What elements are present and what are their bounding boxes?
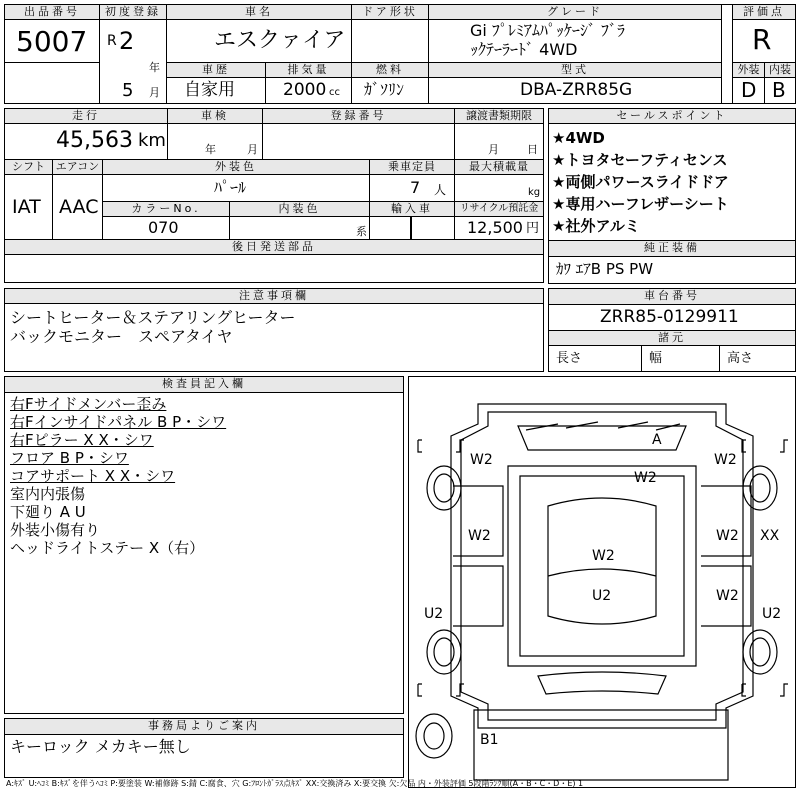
- damage-mark: W2: [470, 452, 493, 468]
- recycle-label: リサイクル預託金: [454, 201, 544, 217]
- displacement-unit: cc: [329, 87, 340, 98]
- interior-grade: B: [772, 78, 786, 102]
- score: R: [752, 23, 772, 56]
- fuel-label: 燃料: [351, 62, 429, 78]
- damage-mark: W2: [468, 528, 491, 544]
- first-reg-label: 初度登録: [99, 4, 167, 20]
- capacity: 7: [410, 178, 421, 197]
- later-parts-cell: [4, 254, 544, 283]
- recycle-unit: 円: [526, 221, 540, 236]
- color-label: 外装色: [102, 159, 370, 175]
- inspector-line: 室内内張傷: [10, 485, 86, 503]
- inspector-label: 検査員記入欄: [4, 376, 404, 393]
- inspector-line: コアサポート X X・シワ: [10, 467, 176, 485]
- shift-label: シフト: [4, 159, 53, 175]
- model: DBA-ZRR85G: [520, 80, 633, 100]
- score-label: 評価点: [732, 4, 796, 20]
- sales-point: ★社外アルミ: [552, 217, 640, 235]
- grade-line2: ｯｸﾃｰﾗｰﾄﾞ 4WD: [470, 40, 578, 59]
- ac-label: エアコン: [52, 159, 103, 175]
- length-label: 長さ: [556, 351, 583, 366]
- inspector-lines: [10, 395, 400, 557]
- notes-line: シートヒーター＆ステアリングヒーター: [10, 308, 296, 327]
- inspector-line: 右Fサイドメンバー歪み: [10, 395, 167, 413]
- reg-year: 2: [119, 27, 135, 55]
- equipment-label: 純正装備: [548, 240, 796, 257]
- inspection-month-unit: 月: [247, 143, 258, 156]
- inspector-line: フロア B P・シワ: [10, 449, 129, 467]
- car-name-label: 車名: [166, 4, 352, 20]
- displacement-label: 排気量: [265, 62, 352, 78]
- mileage: 45,563: [56, 128, 133, 153]
- legend: A:ｷｽﾞ U:ﾍｺﾐ B:ｷｽﾞを伴うﾍｺﾐ P:要塗装 W:補修跡 S:錆 C:腐食、穴 G:ﾌﾛﾝﾄｶﾞﾗｽ点ｷｽﾞ XX:交換済み X:要交換 欠:欠品 内・外装評価 5段階ﾗﾝｸ順(A・B・C・D・E) 1: [6, 779, 584, 788]
- car-diagram: [408, 376, 796, 788]
- damage-mark: U2: [762, 606, 782, 622]
- inspection-label: 車検: [167, 108, 263, 124]
- damage-mark: XX: [760, 528, 780, 544]
- damage-mark: B1: [480, 732, 499, 748]
- reg-month: 5: [122, 80, 134, 101]
- ac: AAC: [59, 196, 99, 218]
- displacement: 2000: [283, 80, 327, 100]
- inspector-line: 右Fインサイドパネル B P・シワ: [10, 413, 227, 431]
- sales-point: ★トヨタセーフティセンス: [552, 151, 728, 169]
- chassis-label: 車台番号: [548, 288, 796, 305]
- damage-mark: A: [652, 432, 662, 448]
- color-no-label: カラーNo.: [102, 201, 230, 217]
- year-unit: 年: [149, 61, 160, 74]
- grade-line1: Gi ﾌﾟﾚﾐｱﾑﾊﾟｯｹｰｼﾞ ﾌﾞﾗ: [470, 21, 626, 40]
- exterior-grade: D: [741, 78, 757, 102]
- lot-blank: [4, 62, 100, 104]
- damage-mark: W2: [716, 588, 739, 604]
- mileage-label: 走行: [4, 108, 168, 124]
- office-text: キーロック メカキー無し: [10, 737, 191, 756]
- exterior-label: 外装: [732, 62, 765, 78]
- equipment: ｶﾜ ｴｱB PS PW: [556, 260, 654, 278]
- shift: IAT: [12, 196, 41, 218]
- lot-label: 出品番号: [4, 4, 100, 20]
- capacity-label: 乗車定員: [369, 159, 455, 175]
- damage-mark: W2: [592, 548, 615, 564]
- door-label: ドア形状: [351, 4, 429, 20]
- damage-mark: U2: [424, 606, 444, 622]
- sales-points-label: セールスポイント: [548, 108, 796, 124]
- model-label: 型式: [428, 62, 722, 78]
- load-label: 最大積載量: [454, 159, 544, 175]
- import-divider: [410, 216, 412, 240]
- width-label: 幅: [649, 351, 663, 366]
- import-label: 輸入車: [369, 201, 455, 217]
- month-unit: 月: [149, 86, 160, 99]
- inspector-line: ヘッドライトステー X（右）: [10, 539, 205, 557]
- int-color-unit: 系: [356, 225, 367, 238]
- inspector-line: 右Fピラー X X・シワ: [10, 431, 154, 449]
- transfer-label: 譲渡書類期限: [454, 108, 544, 124]
- reg-no-label: 登録番号: [262, 108, 455, 124]
- capacity-unit: 人: [434, 183, 447, 197]
- sales-point: ★専用ハーフレザーシート: [552, 195, 729, 213]
- height-label: 高さ: [727, 351, 754, 366]
- sales-points-list: [552, 127, 792, 237]
- era: R: [107, 33, 117, 49]
- chassis-number: ZRR85-0129911: [600, 307, 739, 327]
- car-name: エスクァイア: [214, 28, 346, 53]
- int-color-label: 内装色: [229, 201, 370, 217]
- import-cell: [369, 216, 455, 240]
- inspection-year-unit: 年: [205, 143, 216, 156]
- damage-mark: U2: [592, 588, 612, 604]
- damage-mark: W2: [716, 528, 739, 544]
- transfer-day-unit: 日: [527, 143, 538, 156]
- int-color-cell: [229, 216, 370, 240]
- recycle: 12,500: [467, 218, 523, 237]
- mileage-unit: km: [138, 130, 166, 151]
- notes-line: バックモニター スペアタイヤ: [10, 327, 233, 346]
- color: ﾊﾟｰﾙ: [214, 178, 247, 197]
- later-parts-label: 後日発送部品: [4, 239, 544, 255]
- door-cell: [351, 19, 429, 63]
- history-label: 車歴: [166, 62, 266, 78]
- inspector-line: 外装小傷有り: [10, 521, 101, 539]
- interior-label: 内装: [764, 62, 796, 78]
- inspector-line: 下廻り A U: [10, 503, 86, 521]
- history: 自家用: [184, 80, 235, 100]
- sales-point: ★両側パワースライドドア: [552, 173, 729, 191]
- fuel: ｶﾞｿﾘﾝ: [364, 80, 405, 99]
- reg-no-cell: [262, 123, 455, 160]
- notes-label: 注意事項欄: [4, 288, 544, 304]
- grade-label: グレード: [428, 4, 722, 20]
- load-unit: kg: [528, 187, 541, 198]
- dims-label: 諸元: [548, 330, 796, 346]
- lot-number: 5007: [16, 25, 88, 58]
- damage-mark: W2: [634, 470, 657, 486]
- transfer-month-unit: 月: [488, 143, 499, 156]
- office-label: 事務局よりご案内: [4, 718, 404, 735]
- damage-mark: W2: [714, 452, 737, 468]
- sales-point: ★4WD: [552, 129, 605, 147]
- color-no: 070: [148, 218, 179, 237]
